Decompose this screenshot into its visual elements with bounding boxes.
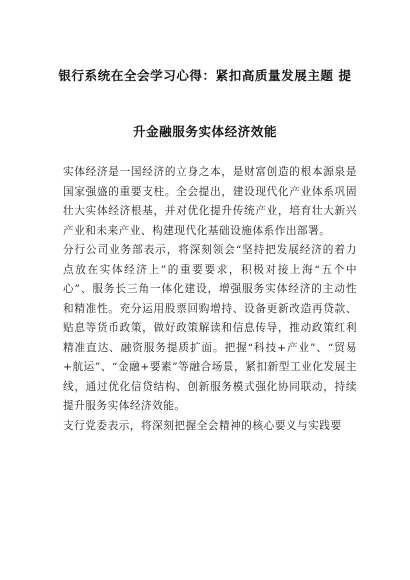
paragraph-2: 分行公司业务部表示，将深刻领会“坚持把发展经济的着力点放在实体经济上”的重要要求，积极对接上海“五个中心”、服务长三角一体化建设，增强服务实体经济的主动性和精准性。充分运用股票回购增持、设备更新改造再贷款、贴息等货币政策，做好政策解读和信息传导，推动政策红利精准直达、融资服务提质扩面。把握“科技+产业”、“贸易+航运”、“金融+要素”等融合场景，紧扣新型工业化发展主线，通过优化信贷结构、创新服务模式强化协同联动，持续提升服务实体经济效能。: [63, 244, 357, 412]
document-body: [63, 163, 357, 436]
paragraph-3: 支行党委表示，将深刻把握全会精神的核心要义与实践要: [63, 419, 342, 432]
document-title-line-1: 银行系统在全会学习心得：紧扣高质量发展主题 提: [58, 68, 352, 83]
document-title-line-2: 升金融服务实体经济效能: [132, 124, 278, 139]
paragraph-1: 实体经济是一国经济的立身之本，是财富创造的根本源泉是国家强盛的重要支柱。全会提出，建设现代化产业体系巩固壮大实体经济根基，并对优化提升传统产业，培育壮大新兴产业和未来产业、构建现代化基础设施体系作出部署。: [63, 166, 357, 237]
